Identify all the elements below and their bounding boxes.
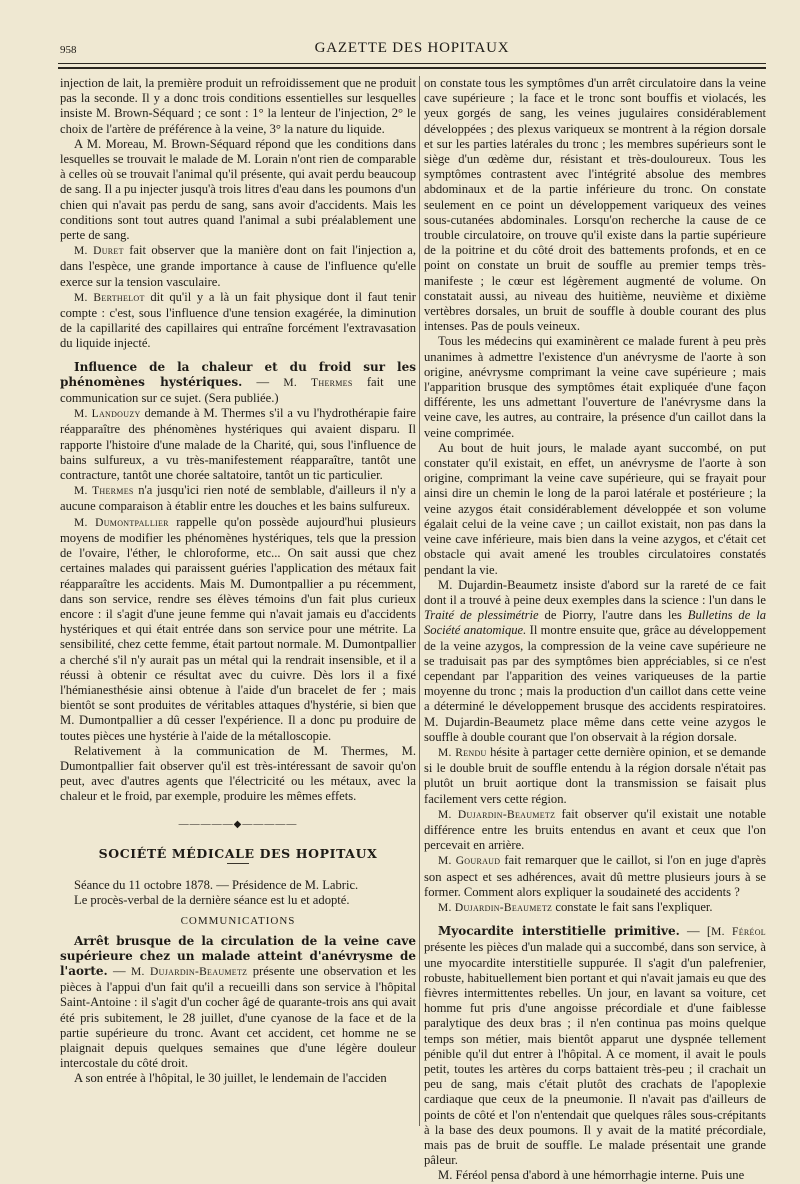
paragraph: Relativement à la communication de M. Thermes, M. Dumontpallier fait observer qu'il est très-intéressant de savoir qu'on peut, avec d'autres agents que l'électricité ou les métaux, avec la chaleur et le froid, par exemple, produire les mêmes effets. (60, 743, 416, 804)
paragraph-text: constate le fait sans l'expliquer. (555, 899, 713, 914)
speaker-name: M. Thermes (74, 485, 134, 498)
speaker-name: M. Dujardin-Beaumetz (130, 965, 248, 978)
paragraph (60, 483, 416, 514)
article-title: Myocardite interstitielle primitive. (438, 924, 680, 939)
paragraph-text: Il montre ensuite que, grâce au développement de la veine azygos, la compression de la veine cave supérieure ne se traduisait pas par des symptômes bien appréciables, si ce n'est cependant par l'apparition des veines variqueuses de la partie moyenne du tronc ; mais la production d'un caillot dans cette veine a déterminé le développement brusque des accidents respiratoires. M. Dujardin-Beaumetz place même dans cette veine azygos le souffle à double courant que l'on observait à la région dorsale. (424, 623, 766, 744)
left-column (60, 76, 416, 1134)
column-rule (419, 76, 420, 1126)
paragraph (424, 578, 766, 745)
paragraph: Au bout de huit jours, le malade ayant succombé, on put constater qu'il existait, en effet, un anévrysme de l'aorte à son origine, comprimant la veine cave supérieure, qui se frayait pour ainsi dire un chemin le long de la paroi latérale et postérieure ; la veine azygos était considérablement développée et son volume égalait celui de la veine cave ; un caillot existait, non pas dans la veine cave inférieure, mais bien dans la veine azygos, et c'était cet obstacle qui avait amené les troubles circulatoires constatés pendant la vie. (424, 440, 766, 577)
paragraph: on constate tous les symptômes d'un arrêt circulatoire dans la veine cave supérieure ; la face et le tronc sont bouffis et violacés, les yeux gorgés de sang, les veines jugulaires considérablement développées ; des plexus variqueux se montrent à la région dorsale et sur les parties latérales du tronc ; les membres supérieurs sont le siège d'un œdème dur, résistant et très-douloureux. Tous les symptômes contrastent avec l'intégrité absolue des membres abdominaux et de la partie inférieure du tronc. On constate seulement en ce point un développement variqueux des veines sous-cutanées abdominales. Lorsqu'on recherche la cause de ce trouble circulatoire, on trouve qu'il existe dans la partie supérieure de la poitrine et du côté droit des battements profonds, et en ce point on constate un bruit de souffle au premier temps très-manifeste ; le cœur est légèrement augmenté de volume. On constatait aussi, au niveau des huitième, neuvième et dixième vertèbres dorsales, un bruit de souffle à double courant des plus intenses. Pas de pouls veineux. (424, 76, 766, 334)
paragraph-text: présente les pièces d'un malade qui a succombé, dans son service, à une myocardite interstitielle suppurée. Il s'agit d'un palefrenier, robuste, habituellement bien portant et qui n'avait jamais eu que des fièvres intermittentes rebelles. Un jour, en lavant sa voiture, cet homme fut pris d'une angoisse précordiale et d'une faiblesse paralytique des deux bras ; il n'en continua pas moins quelque temps son métier, mais bientôt apparut une dyspnée tellement pénible qu'il dut entrer à l'hôpital. A ce moment, il avait le pouls petit, toutes les artères du corps battaient très-peu ; il crachait un peu de sang, mais c'était plutôt des crachats de l'apoplexie cardiaque que ceux de la pneumonie. Il n'avait pas d'ailleurs de points de côté et l'on n'entendait que quelques râles sous-crépitants à la base des deux poumons. Il y avait de la matité précordiale, mais pas de bruit de souffle. Le malade présentait une grande pâleur. (424, 940, 766, 1168)
speaker-name: M. Dumontpallier (74, 516, 169, 529)
paragraph-text: demande à M. Thermes s'il a vu l'hydrothérapie faire réapparaître des phénomènes hystériques qui avaient disparu. Il rapporte l'histoire d'une malade de la Charité, qui, sous l'influence de bains sulfureux, a vu très-manifestement réapparaître, tantôt une contracture, tantôt une chorée saltatoire, tantôt un tic particulier. (60, 406, 416, 483)
paragraph: Myocardite interstitielle primitive. — [M. Féréol présente les pièces d'un malade qui a succombé, dans son service, à une myocardite interstitielle suppurée. Il s'agit d'un palefrenier, robuste, habituellement bien portant et qui n'avait jamais eu que des fièvres intermittentes rebelles. Un jour, en lavant sa voiture, cet homme fut pris d'une angoisse précordiale et d'une faiblesse paralytique des deux bras ; il n'en continua pas moins quelque temps son métier, mais bientôt apparut une dyspnée tellement pénible qu'il dut entrer à l'hôpital. A ce moment, il avait le pouls petit, toutes les artères du corps battaient très-peu ; il crachait un peu de sang, mais c'était plutôt des crachats de l'apoplexie cardiaque que ceux de la pneumonie. Il n'avait pas d'ailleurs de points de côté et l'on n'entendait que quelques râles sous-crépitants à la base des deux poumons. Il y avait de la matité précordiale, mais pas de bruit de souffle. Le malade présentait une grande pâleur. (424, 924, 766, 1168)
paragraph-text: fait observer qu'il existait une notable différence entre les bruits entendus en avant et ceux que l'on percevait en arrière. (424, 806, 766, 853)
paragraph-text: fait remarquer que le caillot, si l'on en juge d'après son aspect et ses adhérences, avait dû mettre plusieurs jours à se former. Comment alors expliquer la soudaineté des accidents ? (424, 853, 766, 899)
section-title: SOCIÉTÉ MÉDICALE DES HOPITAUX (98, 845, 378, 861)
speaker-name: M. Duret (74, 245, 124, 258)
speaker-name: M. Berthelot (74, 291, 145, 304)
article-title: Influence de la chaleur et du froid sur les phénomènes hystériques. (60, 359, 416, 389)
paragraph-text: de Piorry, l'autre dans les (544, 608, 682, 623)
journal-title: GAZETTE DES HOPITAUX (314, 40, 510, 56)
speaker-name: M. Rendu (438, 746, 487, 759)
paragraph: Influence de la chaleur et du froid sur les phénomènes hystériques. — M. Thermes fait une communication sur ce sujet. (Sera publiée.) (60, 359, 416, 406)
section-divider (227, 863, 249, 864)
right-column (424, 76, 766, 1183)
paragraph: Tous les médecins qui examinèrent ce malade furent à peu près unanimes à admettre l'existence d'un anévrysme de l'aorte à son origine, anévrysme comprimant la veine cave supérieure ; mais l'apparition brusque des symptômes était expliquée d'une façon différente, les uns admettant l'ouverture de l'anévrysme dans la veine cave, les autres, au contraire, la présence d'un caillot dans la veine comprimée. (424, 334, 766, 440)
page-number: 958 (60, 44, 77, 56)
paragraph: A M. Moreau, M. Brown-Séquard répond que les conditions dans lesquelles se trouvait le malade de M. Lorain n'ont rien de comparable à celles où se trouvait l'animal qu'il présente, qui avait perdu beaucoup de sang. Il a pu injecter jusqu'à trois litres d'eau dans les poumons d'un chien qui n'avait pas perdu de sang, sans avoir d'accidents. Mais les conditions sont tout autres quand l'animal a subi préalablement une perte de sang. (60, 136, 416, 243)
paragraph (424, 853, 766, 900)
paragraph-text: n'a jusqu'ici rien noté de semblable, d'ailleurs il n'y a aucune comparaison à établir entre les douches et les bains sulfureux. (60, 483, 416, 514)
paragraph (60, 406, 416, 483)
page-header (58, 38, 766, 60)
header-rule-thin (58, 63, 766, 64)
paragraph (60, 290, 416, 352)
paragraph (424, 807, 766, 854)
article-title: Arrêt brusque de la circulation de la veine cave supérieure chez un malade atteint d'anévrysme de l'aorte. (60, 933, 416, 978)
paragraph (60, 515, 416, 744)
paragraph-text: rappelle qu'on possède aujourd'hui plusieurs moyens de modifier les phénomènes hystériques, tels que la pression de l'ovaire, l'éther, le chloroforme, etc... On sait aussi que chez certaines malades qui paraissent guéries l'application des métaux fait réapparaître les accidents. Mais M. Dumontpallier a pu récemment, dans son service, rendre ses élèves témoins d'un fait plus curieux encore : il s'agit d'une jeune femme qui n'avait jamais eu d'accidents hystériques et qui était entrée dans son service pour une métrite. La sensibilité, chez cette femme, était partout normale. M. Dumontpallier a cherché s'il n'y aurait pas un métal qui la rendrait insensible, et il a réussi à obtenir ce résultat avec du cuivre. Dès lors il a fixé l'hémianesthésie ainsi obtenue à l'aide d'un bracelet de fer ; mais bientôt se sont produites de véritables attaques d'hystérie, si bien que M. Dumontpallier a dû cesser l'expérience. Il a donc pu produire de toutes pièces une hystérie à l'aide de la métalloscopie. (60, 514, 416, 743)
paragraph-text: présente une observation et les pièces à l'appui d'un fait qu'il a recueilli dans son service à l'hôpital Saint-Antoine : il s'agit d'un cocher âgé de quarante-trois ans qui avait été pris subitement, le 28 juillet, d'une cyanose de la face et de la partie supérieure du tronc. Avant cet accident, cet homme ne se plaignait depuis quelques semaines que d'une légère douleur intercostale du côté droit. (60, 963, 417, 1071)
speaker-name: M. Dujardin-Beaumetz (438, 808, 556, 821)
cited-work: Traité de plessimétrie (424, 608, 539, 623)
paragraph-text: M. Dujardin-Beaumetz insiste d'abord sur la rareté de ce fait dont il a trouvé à peine deux exemples dans la science : l'un dans le (424, 577, 766, 607)
header-rule-thick (58, 67, 766, 69)
paragraph (424, 745, 766, 807)
paragraph (424, 900, 766, 916)
paragraph: A son entrée à l'hôpital, le 30 juillet, le lendemain de l'acciden (74, 1071, 387, 1086)
paragraph: Arrêt brusque de la circulation de la veine cave supérieure chez un malade atteint d'anévrysme de l'aorte. — M. Dujardin-Beaumetz présente une observation et les pièces à l'appui d'un fait qu'il a recueilli dans son service à l'hôpital Saint-Antoine : il s'agit d'un cocher âgé de quarante-trois ans qui avait été pris subitement, le 28 juillet, d'une cyanose de la face et de la partie supérieure du tronc. Avant cet accident, cet homme ne se plaignait depuis quelques semaines que d'une légère douleur intercostale du côté droit. (60, 933, 417, 1071)
minutes-line: Le procès-verbal de la dernière séance est lu et adopté. (74, 893, 350, 908)
communications-heading: COMMUNICATIONS (180, 915, 296, 928)
speaker-name: M. Féréol (711, 926, 766, 939)
paragraph-text: dit qu'il y a là un fait physique dont il faut tenir compte : c'est, sous l'influence d'une tension exagérée, la diminution de la capillarité des capillaires qui entraîne forcément l'extravasation du liquide injecté. (60, 289, 416, 351)
paragraph (60, 243, 416, 290)
paragraph-text: fait une communication sur ce sujet. (Sera publiée.) (60, 374, 416, 406)
cited-work: Bulletins de la Société anatomique. (424, 608, 766, 638)
speaker-name: M. Landouzy (74, 408, 141, 421)
speaker-name: M. Thermes (283, 376, 353, 389)
session-line: Séance du 11 octobre 1878. — Présidence de M. Labric. (74, 877, 359, 892)
speaker-name: M. Dujardin-Beaumetz (438, 901, 553, 914)
section-ornament: —————◆————— (178, 818, 298, 830)
paragraph-text: hésite à partager cette dernière opinion, et se demande si le double bruit de souffle entendu à la région dorsale n'était pas plutôt un bruit aortique dont la transmission se faisait plus facilement vers cette région. (424, 744, 766, 806)
speaker-name: M. Gouraud (438, 855, 501, 868)
paragraph-text: fait observer que la manière dont on fait l'injection a, dans l'espèce, une grande importance à cause de l'influence qu'elle exerce sur la tension vasculaire. (60, 243, 416, 289)
paragraph: injection de lait, la première produit un refroidissement que ne produit pas la seconde. Il y a donc trois conditions essentielles sur lesquelles insiste M. Brown-Séquard ; ce sont : 1° la lenteur de l'injection, 2° le choix de l'artère de préférence à la veine, 3° la nature du liquide. (60, 76, 416, 136)
paragraph: M. Féréol pensa d'abord à une hémorrhagie interne. Puis une (438, 1168, 745, 1183)
